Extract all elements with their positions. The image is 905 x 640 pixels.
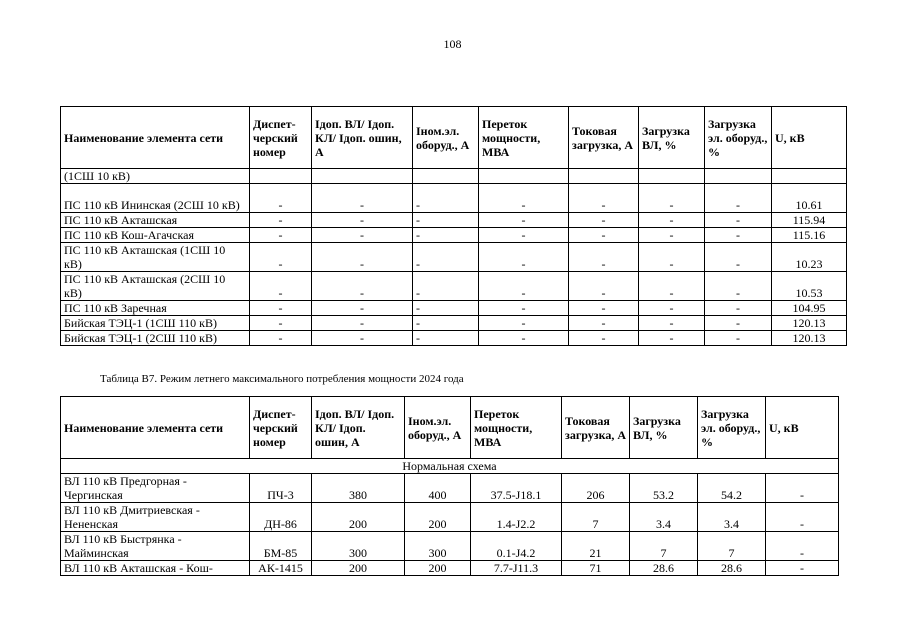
cell-name: ВЛ 110 кВ Предгорная - Чергинская [61, 474, 250, 503]
cell: 54.2 [698, 474, 766, 503]
cell: 28.6 [630, 561, 698, 576]
cell-name: ПС 110 кВ Ининская (2СШ 10 кВ) [61, 184, 250, 213]
cell-name: ВЛ 110 кВ Быстрянка - Майминская [61, 532, 250, 561]
section-row [61, 459, 839, 474]
cell: - [705, 243, 772, 272]
table-row [61, 243, 847, 272]
cell: - [705, 301, 772, 316]
cell-name: ВЛ 110 кВ Акташская - Кош- [61, 561, 250, 576]
cell: 120.13 [772, 316, 847, 331]
cell: ДН-86 [250, 503, 312, 532]
header-cell: Загрузка эл. оборуд., % [698, 397, 766, 459]
cell: - [569, 243, 639, 272]
cell: - [250, 184, 312, 213]
table-row [61, 184, 847, 213]
cell: - [705, 228, 772, 243]
cell-name: Бийская ТЭЦ-1 (2СШ 110 кВ) [61, 331, 250, 346]
cell: 200 [312, 561, 405, 576]
cell: 7 [630, 532, 698, 561]
cell: 28.6 [698, 561, 766, 576]
cell [479, 169, 569, 184]
cell: - [312, 331, 413, 346]
header-cell: Диспет-черский номер [250, 397, 312, 459]
table-2 [60, 396, 839, 576]
cell: БМ-85 [250, 532, 312, 561]
cell: - [413, 331, 479, 346]
cell [639, 169, 705, 184]
cell: - [250, 331, 312, 346]
cell: - [705, 331, 772, 346]
table-row [61, 316, 847, 331]
cell: - [705, 184, 772, 213]
cell: - [479, 316, 569, 331]
table-row [61, 301, 847, 316]
cell: 0.1-J4.2 [471, 532, 562, 561]
table-1-header-row [61, 107, 847, 169]
table-2-header-row [61, 397, 839, 459]
cell: 400 [405, 474, 471, 503]
cell: - [569, 272, 639, 301]
cell: - [766, 474, 839, 503]
table-row [61, 213, 847, 228]
table-row [61, 532, 839, 561]
cell-name: ПС 110 кВ Акташская [61, 213, 250, 228]
cell: - [569, 213, 639, 228]
cell: - [639, 301, 705, 316]
cell: - [312, 316, 413, 331]
cell: 380 [312, 474, 405, 503]
cell: - [250, 272, 312, 301]
cell: - [479, 184, 569, 213]
cell: 1.4-J2.2 [471, 503, 562, 532]
cell: - [312, 243, 413, 272]
cell: 115.94 [772, 213, 847, 228]
header-cell: U, кВ [766, 397, 839, 459]
page-number: 108 [443, 37, 462, 51]
cell: - [413, 243, 479, 272]
cell: - [766, 561, 839, 576]
cell-name: ВЛ 110 кВ Дмитриевская - Нененская [61, 503, 250, 532]
header-cell: Переток мощности, МВА [471, 397, 562, 459]
cell: - [569, 316, 639, 331]
cell: - [639, 228, 705, 243]
cell: - [250, 228, 312, 243]
cell: - [639, 213, 705, 228]
cell: 120.13 [772, 331, 847, 346]
table-row [61, 474, 839, 503]
table-caption: Таблица В7. Режим летнего максимального потребления мощности 2024 года [100, 373, 464, 385]
header-cell: Iдоп. ВЛ/ Iдоп. КЛ/ Iдоп. ошин, А [312, 107, 413, 169]
table-row [61, 561, 839, 576]
cell: - [413, 184, 479, 213]
cell-name: ПС 110 кВ Кош-Агачская [61, 228, 250, 243]
header-cell: Iдоп. ВЛ/ Iдоп. КЛ/ Iдоп. ошин, А [312, 397, 405, 459]
cell: - [413, 301, 479, 316]
cell: 300 [312, 532, 405, 561]
header-cell: Переток мощности, МВА [479, 107, 569, 169]
cell: 206 [562, 474, 630, 503]
cell: 115.16 [772, 228, 847, 243]
header-cell: Загрузка ВЛ, % [639, 107, 705, 169]
cell-name: ПС 110 кВ Акташская (2СШ 10 кВ) [61, 272, 250, 301]
cell: 53.2 [630, 474, 698, 503]
cell [413, 169, 479, 184]
cell: - [705, 316, 772, 331]
cell: 7.7-J11.3 [471, 561, 562, 576]
header-cell: Загрузка ВЛ, % [630, 397, 698, 459]
cell: 71 [562, 561, 630, 576]
cell: 7 [562, 503, 630, 532]
cell: - [766, 503, 839, 532]
cell: - [569, 301, 639, 316]
cell: 7 [698, 532, 766, 561]
cell: - [250, 243, 312, 272]
cell: - [705, 272, 772, 301]
cell: - [479, 228, 569, 243]
header-cell: Iном.эл. оборуд., А [405, 397, 471, 459]
cell: - [312, 272, 413, 301]
cell: 200 [312, 503, 405, 532]
cell: - [312, 301, 413, 316]
cell: 10.61 [772, 184, 847, 213]
cell-name: (1СШ 10 кВ) [61, 169, 250, 184]
cell: - [569, 228, 639, 243]
header-cell: Наименование элемента сети [61, 397, 250, 459]
cell: - [479, 213, 569, 228]
cell: - [569, 331, 639, 346]
table-row [61, 272, 847, 301]
cell: 10.23 [772, 243, 847, 272]
cell [705, 169, 772, 184]
section-label: Нормальная схема [61, 459, 839, 474]
cell: - [569, 184, 639, 213]
cell [250, 169, 312, 184]
cell: - [413, 316, 479, 331]
cell: - [250, 301, 312, 316]
cell: 21 [562, 532, 630, 561]
cell-name: Бийская ТЭЦ-1 (1СШ 110 кВ) [61, 316, 250, 331]
cell: - [639, 272, 705, 301]
cell: - [250, 316, 312, 331]
cell: ПЧ-3 [250, 474, 312, 503]
cell: - [413, 228, 479, 243]
cell: 3.4 [698, 503, 766, 532]
cell [312, 169, 413, 184]
cell: - [479, 243, 569, 272]
table-row [61, 169, 847, 184]
header-cell: U, кВ [772, 107, 847, 169]
table-1 [60, 106, 847, 346]
cell-name: ПС 110 кВ Акташская (1СШ 10 кВ) [61, 243, 250, 272]
cell: - [639, 184, 705, 213]
cell: - [639, 316, 705, 331]
header-cell: Диспет-черский номер [250, 107, 312, 169]
cell: - [479, 272, 569, 301]
cell: - [413, 272, 479, 301]
table-row [61, 228, 847, 243]
table-row [61, 503, 839, 532]
cell [569, 169, 639, 184]
header-cell: Токовая загрузка, А [569, 107, 639, 169]
cell: - [413, 213, 479, 228]
cell: 104.95 [772, 301, 847, 316]
cell: 300 [405, 532, 471, 561]
cell: - [766, 532, 839, 561]
cell: 37.5-J18.1 [471, 474, 562, 503]
cell: 10.53 [772, 272, 847, 301]
cell: - [705, 213, 772, 228]
cell: - [312, 184, 413, 213]
header-cell: Загрузка эл. оборуд., % [705, 107, 772, 169]
table-row [61, 331, 847, 346]
header-cell: Токовая загрузка, А [562, 397, 630, 459]
cell: - [639, 243, 705, 272]
cell: АК-1415 [250, 561, 312, 576]
cell [772, 169, 847, 184]
cell: - [639, 331, 705, 346]
cell: - [312, 213, 413, 228]
cell: - [479, 301, 569, 316]
cell-name: ПС 110 кВ Заречная [61, 301, 250, 316]
cell: - [312, 228, 413, 243]
cell: 200 [405, 561, 471, 576]
cell: - [250, 213, 312, 228]
header-cell: Iном.эл. оборуд., А [413, 107, 479, 169]
header-cell: Наименование элемента сети [61, 107, 250, 169]
cell: 3.4 [630, 503, 698, 532]
cell: 200 [405, 503, 471, 532]
cell: - [479, 331, 569, 346]
